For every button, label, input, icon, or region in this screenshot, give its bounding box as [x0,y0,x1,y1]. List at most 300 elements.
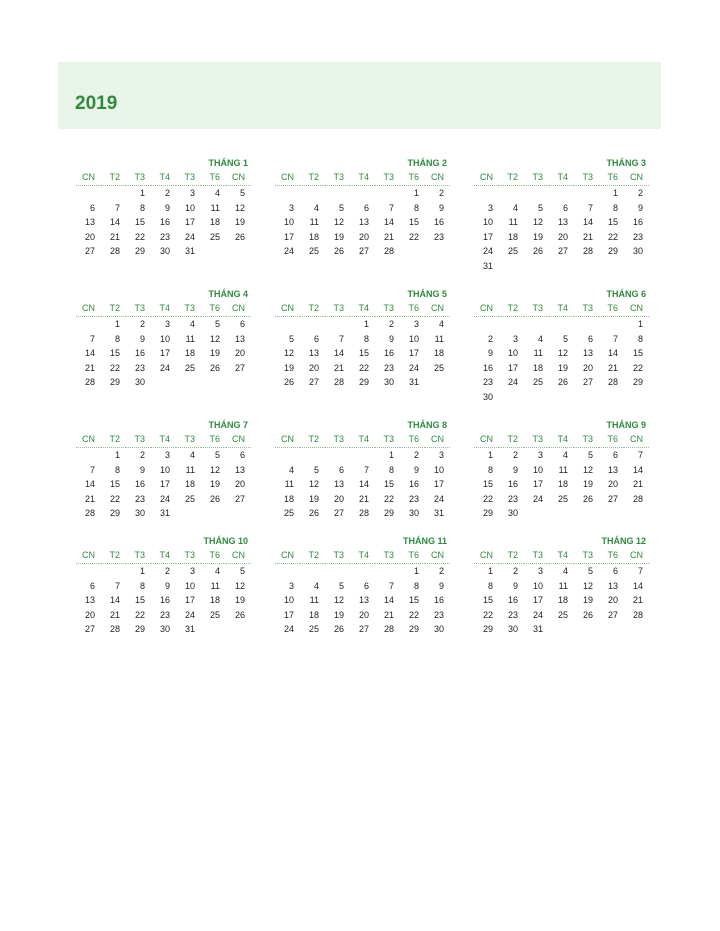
day-cell: 19 [209,348,220,359]
day-cell: 3 [189,188,195,198]
day-cell: 6 [239,319,245,329]
day-cell: 19 [582,479,593,490]
day-cell: 2 [164,566,170,576]
day-cell: 17 [159,348,170,359]
month-calendar [474,288,649,405]
day-cell: 16 [433,217,444,228]
day-cell: 19 [333,609,344,620]
weekday-header: T3 [176,548,201,564]
day-cell: 11 [185,333,195,344]
day-cell: 15 [134,217,145,228]
day-cell: 24 [532,493,543,504]
day-cell: 18 [532,362,543,373]
day-cell: 17 [283,231,294,242]
day-cell: 28 [333,377,344,388]
day-cell: 18 [184,479,195,490]
day-cell: 1 [139,566,145,576]
day-cell: 30 [134,377,145,388]
day-cell: 26 [532,246,543,257]
empty-day-cell [325,317,350,332]
day-cell: 7 [388,202,394,213]
day-cell: 30 [383,377,394,388]
day-cell: 13 [607,580,618,591]
day-cell: 10 [184,202,195,213]
day-cell: 13 [84,217,95,228]
day-cell: 7 [114,580,120,591]
month-calendar [474,535,649,637]
empty-day-cell [375,564,400,579]
day-cell: 16 [507,479,518,490]
day-cell: 17 [184,217,195,228]
day-cell: 29 [408,624,419,635]
day-cell: 16 [159,595,170,606]
day-cell: 18 [557,595,568,606]
day-cell: 29 [358,377,369,388]
day-cell: 18 [308,231,319,242]
day-cell: 8 [139,580,145,591]
day-cell: 3 [512,333,518,344]
day-cell: 15 [482,479,493,490]
day-cell: 1 [637,319,643,329]
day-cell: 12 [234,580,245,591]
day-cell: 16 [134,348,145,359]
day-cell: 26 [283,377,294,388]
empty-day-cell [474,186,499,201]
empty-day-cell [275,564,300,579]
day-cell: 21 [632,595,643,606]
weekday-header: T6 [400,170,425,186]
weekday-header: CN [624,548,649,564]
weekday-header: T3 [524,548,549,564]
day-cell: 3 [537,566,543,576]
day-cell: 2 [512,566,518,576]
day-cell: 8 [114,333,120,344]
day-cell: 28 [607,377,618,388]
weekday-header: T3 [325,432,350,448]
day-cell: 24 [507,377,518,388]
day-cell: 28 [632,609,643,620]
day-cell: 16 [507,595,518,606]
weekday-header: T4 [350,548,375,564]
day-cell: 27 [557,246,568,257]
day-cell: 9 [487,348,493,359]
day-cell: 8 [637,333,643,344]
day-cell: 11 [210,580,220,591]
weekday-header: T3 [524,301,549,317]
day-cell: 16 [408,479,419,490]
day-cell: 29 [482,624,493,635]
day-cell: 9 [139,333,145,344]
day-cell: 10 [532,464,543,475]
weekday-header: CN [76,170,101,186]
month-grid [474,432,649,521]
day-cell: 3 [413,319,419,329]
day-cell: 28 [383,624,394,635]
day-cell: 18 [433,348,444,359]
day-cell: 7 [612,333,618,344]
day-cell: 22 [134,231,145,242]
day-cell: 12 [308,479,319,490]
month-calendar [474,157,649,274]
day-cell: 26 [582,609,593,620]
day-cell: 15 [607,217,618,228]
weekday-header: T6 [599,548,624,564]
day-cell: 20 [333,493,344,504]
weekday-header: CN [76,301,101,317]
weekday-header: T4 [549,432,574,448]
day-cell: 23 [408,493,419,504]
day-cell: 10 [159,333,170,344]
day-cell: 5 [338,580,344,591]
day-cell: 31 [532,624,543,635]
day-cell: 13 [234,333,245,344]
day-cell: 6 [363,202,369,213]
day-cell: 25 [557,609,568,620]
day-cell: 2 [438,566,444,576]
empty-day-cell [574,186,599,201]
empty-day-cell [350,564,375,579]
day-cell: 5 [214,319,220,329]
day-cell: 5 [313,464,319,475]
weekday-header: CN [226,170,251,186]
day-cell: 5 [239,188,245,198]
day-cell: 14 [632,464,643,475]
weekday-header: T6 [201,301,226,317]
day-cell: 5 [338,202,344,213]
day-cell: 21 [109,231,120,242]
month-grid [275,548,450,637]
month-grid [76,301,251,390]
weekday-header: T3 [176,432,201,448]
day-cell: 22 [632,362,643,373]
day-cell: 18 [308,609,319,620]
day-cell: 28 [383,246,394,257]
day-cell: 6 [363,580,369,591]
day-cell: 30 [159,624,170,635]
day-cell: 14 [84,479,95,490]
weekday-header: T6 [400,432,425,448]
day-cell: 25 [209,609,220,620]
day-cell: 12 [234,202,245,213]
day-cell: 23 [159,231,170,242]
weekday-header: CN [226,432,251,448]
day-cell: 24 [283,624,294,635]
day-cell: 28 [84,377,95,388]
empty-day-cell [499,317,524,332]
day-cell: 17 [532,479,543,490]
day-cell: 20 [84,231,95,242]
day-cell: 16 [383,348,394,359]
weekday-header: T3 [325,548,350,564]
weekday-header: T3 [126,548,151,564]
month-grid [275,170,450,259]
day-cell: 2 [139,450,145,460]
month-title: THÁNG 5 [407,289,447,299]
day-cell: 18 [283,493,294,504]
day-cell: 2 [413,450,419,460]
day-cell: 28 [109,624,120,635]
weekday-header: CN [425,432,450,448]
day-cell: 20 [84,609,95,620]
day-cell: 13 [607,464,618,475]
empty-day-cell [101,186,126,201]
day-cell: 23 [507,609,518,620]
day-cell: 9 [164,202,170,213]
day-cell: 26 [333,246,344,257]
day-cell: 22 [358,362,369,373]
day-cell: 15 [134,595,145,606]
day-cell: 12 [333,595,344,606]
day-cell: 5 [587,566,593,576]
day-cell: 3 [438,450,444,460]
day-cell: 20 [607,479,618,490]
day-cell: 8 [612,202,618,213]
day-cell: 12 [283,348,294,359]
day-cell: 29 [607,246,618,257]
day-cell: 14 [632,580,643,591]
day-cell: 17 [283,609,294,620]
day-cell: 9 [413,464,419,475]
day-cell: 17 [507,362,518,373]
day-cell: 22 [482,609,493,620]
day-cell: 27 [308,377,319,388]
day-cell: 11 [558,464,568,475]
day-cell: 1 [114,319,120,329]
day-cell: 8 [487,580,493,591]
day-cell: 11 [309,595,319,606]
day-cell: 18 [209,595,220,606]
day-cell: 19 [582,595,593,606]
empty-day-cell [524,317,549,332]
weekday-header: CN [474,301,499,317]
day-cell: 30 [507,624,518,635]
day-cell: 17 [433,479,444,490]
day-cell: 7 [637,566,643,576]
day-cell: 4 [562,566,568,576]
day-cell: 6 [612,566,618,576]
day-cell: 23 [433,231,444,242]
empty-day-cell [325,564,350,579]
weekday-header: CN [226,301,251,317]
day-cell: 1 [413,188,419,198]
day-cell: 30 [507,508,518,519]
day-cell: 18 [557,479,568,490]
day-cell: 3 [537,450,543,460]
month-calendar [474,419,649,521]
weekday-header: CN [76,548,101,564]
day-cell: 27 [358,246,369,257]
day-cell: 11 [533,348,543,359]
day-cell: 6 [89,580,95,591]
day-cell: 7 [637,450,643,460]
day-cell: 12 [209,464,220,475]
day-cell: 21 [383,609,394,620]
month-title: THÁNG 12 [601,536,646,546]
day-cell: 30 [482,391,493,402]
day-cell: 15 [408,217,419,228]
day-cell: 8 [139,202,145,213]
weekday-header: T2 [300,301,325,317]
day-cell: 29 [632,377,643,388]
day-cell: 21 [632,479,643,490]
day-cell: 21 [84,362,95,373]
day-cell: 4 [313,580,319,591]
day-cell: 1 [114,450,120,460]
day-cell: 23 [482,377,493,388]
weekday-header: T2 [499,432,524,448]
empty-day-cell [300,448,325,463]
weekday-header: CN [226,548,251,564]
day-cell: 24 [159,362,170,373]
weekday-header: T4 [151,548,176,564]
day-cell: 5 [537,202,543,213]
day-cell: 13 [358,217,369,228]
month-calendar [275,535,450,637]
day-cell: 13 [358,595,369,606]
day-cell: 11 [210,202,220,213]
day-cell: 16 [482,362,493,373]
weekday-header: CN [624,301,649,317]
day-cell: 28 [84,508,95,519]
day-cell: 31 [482,260,493,271]
day-cell: 21 [358,493,369,504]
day-cell: 2 [637,188,643,198]
weekday-header: T3 [375,301,400,317]
month-title: THÁNG 8 [407,420,447,430]
day-cell: 10 [159,464,170,475]
month-grid [76,432,251,521]
day-cell: 21 [582,231,593,242]
day-cell: 14 [109,217,120,228]
weekday-header: CN [275,301,300,317]
weekday-header: T4 [549,301,574,317]
weekday-header: CN [425,301,450,317]
day-cell: 15 [632,348,643,359]
day-cell: 24 [482,246,493,257]
day-cell: 19 [532,231,543,242]
day-cell: 4 [562,450,568,460]
month-grid [275,432,450,521]
weekday-header: T2 [300,548,325,564]
empty-day-cell [76,564,101,579]
day-cell: 13 [582,348,593,359]
day-cell: 2 [438,188,444,198]
day-cell: 9 [388,333,394,344]
weekday-header: T3 [375,548,400,564]
day-cell: 14 [333,348,344,359]
day-cell: 22 [134,609,145,620]
day-cell: 1 [139,188,145,198]
day-cell: 14 [358,479,369,490]
day-cell: 31 [159,508,170,519]
day-cell: 9 [512,464,518,475]
day-cell: 13 [308,348,319,359]
day-cell: 25 [532,377,543,388]
day-cell: 14 [383,595,394,606]
day-cell: 14 [84,348,95,359]
day-cell: 7 [89,464,95,475]
day-cell: 30 [433,624,444,635]
day-cell: 15 [109,479,120,490]
day-cell: 27 [358,624,369,635]
day-cell: 15 [109,348,120,359]
day-cell: 11 [508,217,518,228]
year-banner [58,62,661,129]
day-cell: 9 [438,202,444,213]
day-cell: 8 [388,464,394,475]
day-cell: 7 [587,202,593,213]
day-cell: 21 [607,362,618,373]
day-cell: 7 [363,464,369,475]
day-cell: 26 [557,377,568,388]
day-cell: 18 [184,348,195,359]
empty-day-cell [325,448,350,463]
day-cell: 11 [309,217,319,228]
day-cell: 14 [582,217,593,228]
day-cell: 12 [209,333,220,344]
day-cell: 22 [109,362,120,373]
empty-day-cell [101,564,126,579]
weekday-header: T3 [524,170,549,186]
day-cell: 30 [159,246,170,257]
day-cell: 25 [557,493,568,504]
day-cell: 14 [607,348,618,359]
day-cell: 26 [234,609,245,620]
empty-day-cell [524,186,549,201]
day-cell: 30 [134,508,145,519]
weekday-header: CN [624,170,649,186]
day-cell: 24 [184,609,195,620]
weekday-header: T3 [325,170,350,186]
empty-day-cell [350,186,375,201]
day-cell: 20 [234,479,245,490]
weekday-header: T4 [350,170,375,186]
day-cell: 10 [433,464,444,475]
day-cell: 1 [413,566,419,576]
day-cell: 12 [557,348,568,359]
day-cell: 30 [408,508,419,519]
weekday-header: CN [275,432,300,448]
day-cell: 31 [184,624,195,635]
month-title: THÁNG 9 [606,420,646,430]
weekday-header: T4 [151,432,176,448]
weekday-header: T6 [599,432,624,448]
day-cell: 6 [313,333,319,344]
day-cell: 4 [189,450,195,460]
day-cell: 27 [84,246,95,257]
day-cell: 4 [288,464,294,475]
weekday-header: T3 [524,432,549,448]
day-cell: 23 [507,493,518,504]
day-cell: 1 [363,319,369,329]
day-cell: 20 [582,362,593,373]
month-calendar [76,535,251,637]
empty-day-cell [275,186,300,201]
weekday-header: CN [275,548,300,564]
day-cell: 1 [487,450,493,460]
weekday-header: T3 [574,170,599,186]
day-cell: 26 [308,508,319,519]
day-cell: 26 [333,624,344,635]
day-cell: 9 [512,580,518,591]
month-title: THÁNG 6 [606,289,646,299]
day-cell: 25 [308,624,319,635]
day-cell: 11 [284,479,294,490]
day-cell: 3 [487,202,493,213]
day-cell: 31 [433,508,444,519]
day-cell: 26 [209,362,220,373]
day-cell: 12 [532,217,543,228]
